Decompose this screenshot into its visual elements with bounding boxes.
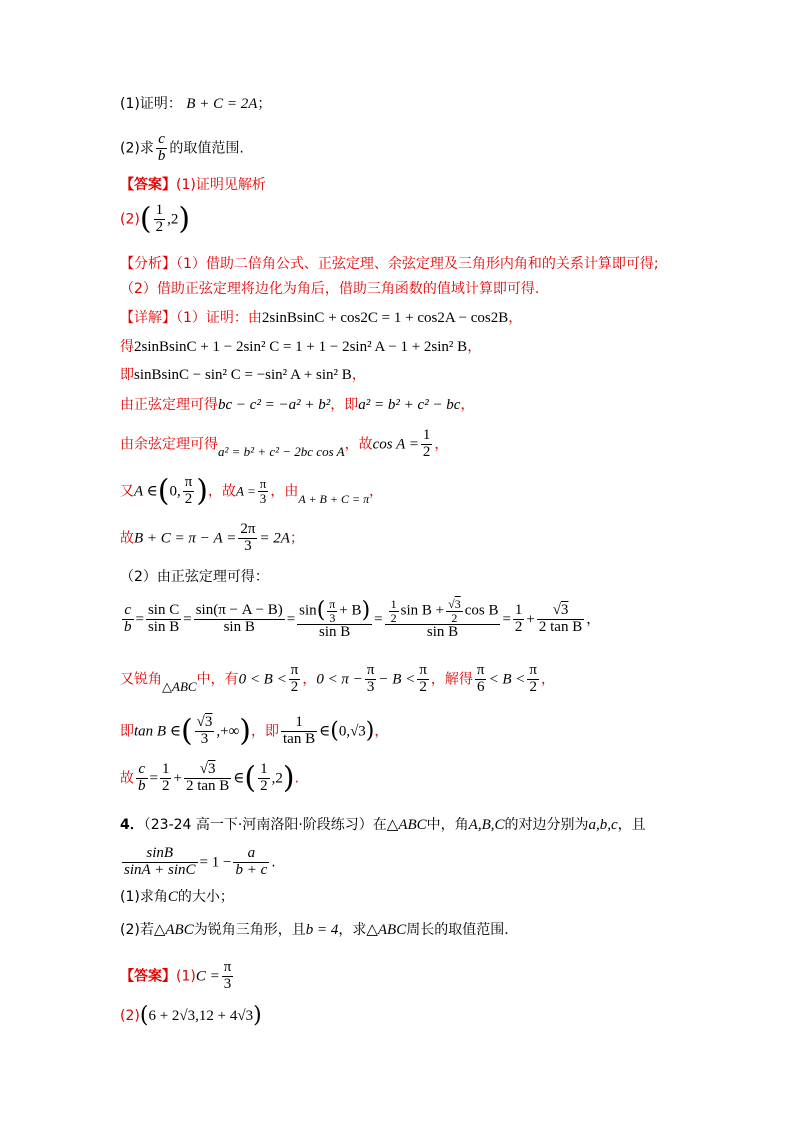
detail-tan-line: 即tan B ∈( $\frac{√3}{3}$ ,+∞)，即 $\frac{1}{\text{tan B}}$ ∈(0,√3)， [120,713,389,749]
detail-line-3: 即sinBsinC − sin² C = −sin² A + sin² B， [120,367,366,383]
part1-label: (1)证明： [120,96,182,112]
detail-line-2: 得2sinBsinC + 1 − 2sin² C = 1 + 1 − 2sin² A − 1 + 2sin² B， [120,339,482,355]
detail-line-1: 【详解】（1）证明：由2sinBsinC + cos2C = 1 + cos2A − cos2B， [120,310,523,326]
detail-part2-intro: （2）由正弦定理可得： [120,569,269,585]
analysis-line-2: （2）借助正弦定理将边化为角后，借助三角函数的值域计算即可得. [120,281,540,297]
detail-tag: 【详解】 [120,310,176,326]
detail-part2-equation: $\frac{c}{b}$ = $\frac{\text{sin C}}{\text{sin B}}$ = $\frac{\sin(\pi - A - B)}{\text{sin B}}$ = sin( $\frac{\pi}{3}$ + B) sin B = $\frac{1}{2}$ sin B + $\frac{√3}{2}$ cos B sin B = $\frac{1}{2}$ + $\frac{√3}{\text{2 tan B}}$ ， [124,597,601,641]
detail-line-7: 故B + C = π − A = $\frac{2\pi}{3}$ = 2A； [120,521,304,554]
part1-prompt: (1)证明： B + C = 2A； [120,96,272,112]
analysis-tag: 【分析】 [120,256,176,272]
answer-line-1: 【答案】(1)证明见解析 [120,177,266,193]
part1-formula: B + C = 2A [186,96,258,112]
part2-prompt: (2)求 $\frac{c}{b}$ 的取值范围. [120,131,244,164]
detail-line-5: 由余弦定理可得a² = b² + c² − 2bc cos A，故cos A = $\frac{1}{2}$ ， [120,427,449,460]
detail-acute-line: 又锐角△ABC中，有0 < B < $\frac{\pi}{2}$ ，0 < π − $\frac{\pi}{3}$ − B < $\frac{\pi}{2}$ ，解得 $\frac{\pi}{6}$ < B < $\frac{\pi}{2}$ ， [120,662,555,695]
q4-answer-2: (2)(6 + 2√3,12 + 4√3) [120,1003,262,1028]
q4-number: 4． [120,817,144,833]
q4-sub2: (2)若△ABC为锐角三角形，且b = 4，求△ABC周长的取值范围. [120,922,509,938]
detail-line-4: 由正弦定理可得bc − c² = −a² + b²，即a² = b² + c² − bc， [120,397,475,413]
answer-tag: 【答案】 [120,177,176,193]
q4-equation: $\frac{\sin B}{\sin A + \sin C}$ = 1 − $\frac{a}{b + c}$ . [124,845,276,878]
answer-line-2: (2)( $\frac{1}{2}$ ,2) [120,201,191,237]
q4-answer-1: 【答案】(1)C = $\frac{\pi}{3}$ [120,959,232,992]
fraction-c-over-b: $\frac{c}{b}$ [157,131,166,164]
q4-sub1: (1)求角C的大小； [120,889,234,905]
q4-header: 4．（23-24 高一下·河南洛阳·阶段练习）在△ABC中，角A,B,C的对边分别为a,b,c，且 [120,817,646,833]
detail-line-6: 又A ∈(0, $\frac{\pi}{2}$ )，故A = $\frac{\pi}{3}$ ，由A + B + C = π， [120,473,384,509]
analysis-line-1: 【分析】（1）借助二倍角公式、正弦定理、余弦定理及三角形内角和的关系计算即可得; [120,256,659,272]
detail-final-line: 故 $\frac{c}{b}$ = $\frac{1}{2}$ + $\frac{√3}{\text{2 tan B}}$ ∈( $\frac{1}{2}$ ,2). [120,760,300,796]
